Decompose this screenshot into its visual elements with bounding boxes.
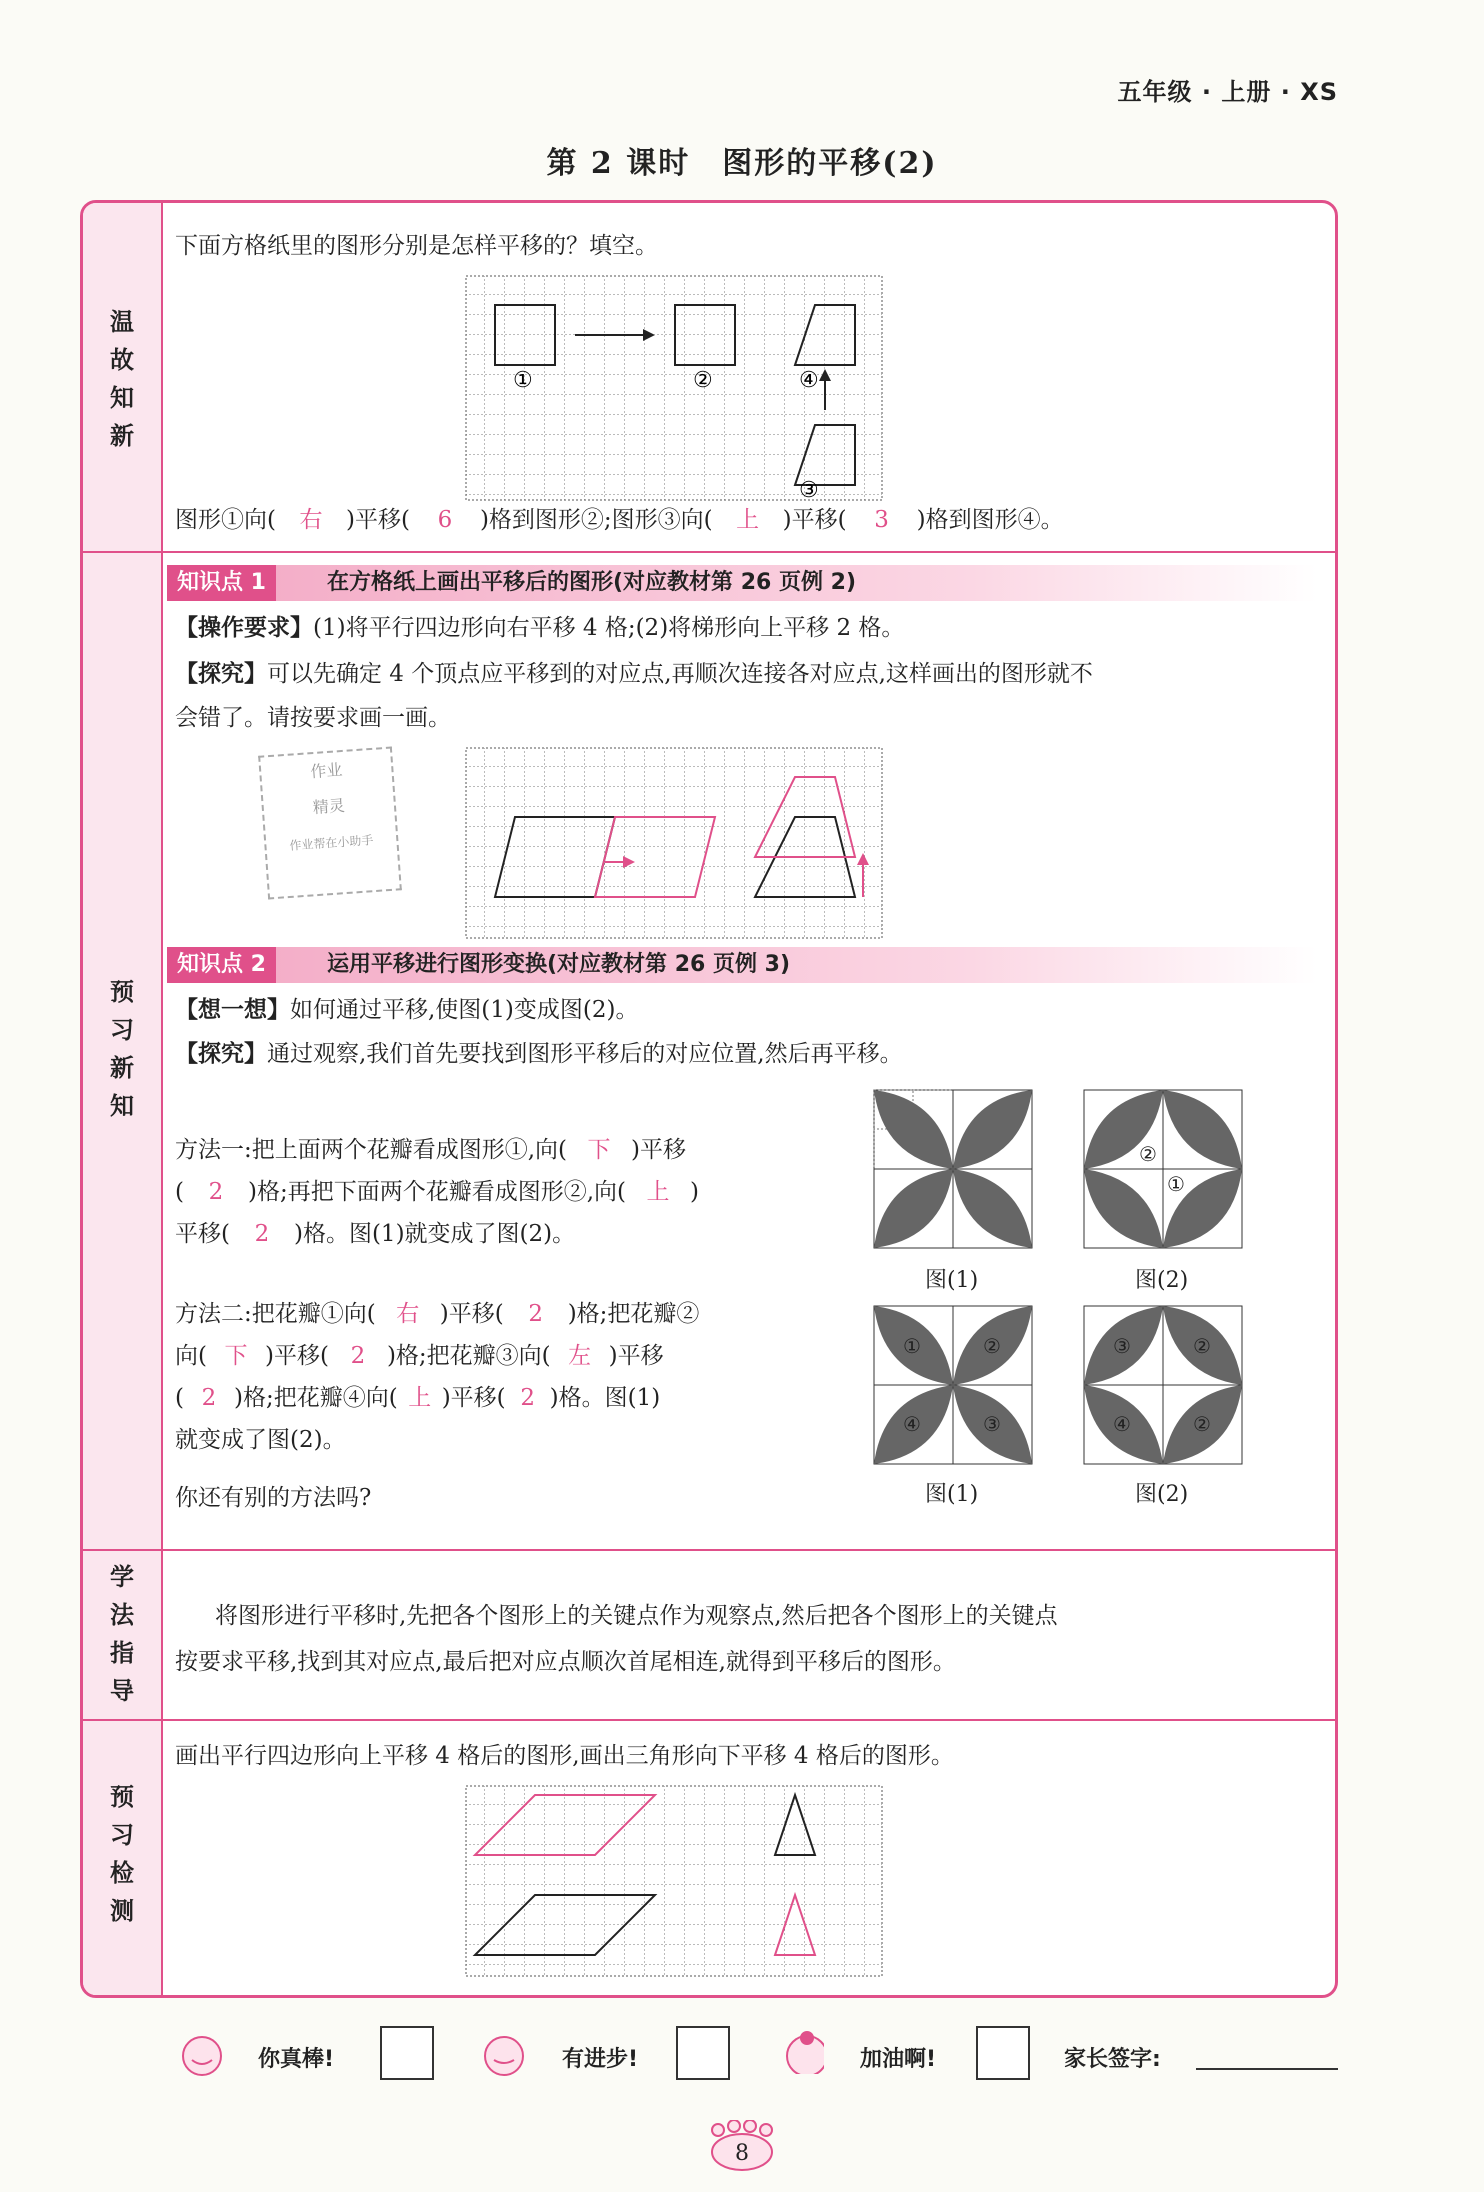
caption-fig1: 图(1)	[925, 1482, 979, 1507]
cheer-checkbox[interactable]	[976, 2026, 1030, 2080]
svg-text:③: ③	[1113, 1334, 1131, 1358]
page-title: 第 2 课时 图形的平移(2)	[546, 146, 938, 181]
svg-text:④: ④	[903, 1412, 921, 1436]
page-number: 8	[735, 2141, 749, 2166]
kp1-explore: 【探究】可以先确定 4 个顶点应平移到的对应点,再顺次连接各对应点,这样画出的图形就不	[175, 660, 1093, 687]
svg-text:④: ④	[1113, 1412, 1131, 1436]
footer-progress-label: 有进步!	[562, 2047, 639, 2072]
footer-cheer-label: 加油啊!	[860, 2047, 937, 2072]
petal-figure-1a	[873, 1089, 1033, 1251]
kp2-think: 【想一想】如何通过平移,使图(1)变成图(2)。	[175, 996, 639, 1023]
kp-badge: 知识点 1	[167, 565, 276, 601]
section-label-check: 预习检测	[110, 1783, 134, 1925]
check-instruction: 画出平行四边形向上平移 4 格后的图形,画出三角形向下平移 4 格后的图形。	[175, 1743, 954, 1769]
fig-label: ①	[513, 368, 533, 393]
kp1-explore-cont: 会错了。请按要求画一画。	[175, 705, 451, 731]
method-two-line3: ( 2 )格;把花瓣④向( 上 )平移( 2 )格。图(1)	[175, 1385, 661, 1411]
kp2-explore: 【探究】通过观察,我们首先要找到图形平移后的对应位置,然后再平移。	[175, 1040, 903, 1067]
method-one-line3: 平移( 2 )格。图(1)就变成了图(2)。	[175, 1221, 576, 1247]
method-two-line4: 就变成了图(2)。	[175, 1427, 346, 1453]
content-frame	[80, 200, 1338, 1998]
svg-text:②: ②	[1139, 1142, 1157, 1166]
other-method-question: 你还有别的方法吗?	[175, 1485, 372, 1511]
svg-text:②: ②	[1193, 1334, 1211, 1358]
review-grid-figure	[465, 275, 883, 501]
section-label-method: 学法指导	[110, 1563, 134, 1705]
kp-title: 运用平移进行图形变换(对应教材第 26 页例 3)	[327, 952, 791, 977]
method-text-line2: 按要求平移,找到其对应点,最后把对应点顺次首尾相连,就得到平移后的图形。	[175, 1649, 956, 1675]
section-label-preview: 预习新知	[110, 978, 134, 1120]
answer: 3	[874, 507, 889, 533]
kp-badge: 知识点 2	[167, 947, 276, 983]
parent-sign-label: 家长签字:	[1064, 2047, 1161, 2072]
answer: 6	[437, 507, 453, 533]
grade-label: 五年级 · 上册 · XS	[1117, 78, 1338, 106]
divider	[83, 1549, 1335, 1551]
divider	[83, 551, 1335, 553]
smiley-icon	[478, 2034, 530, 2078]
method-one-line2: ( 2 )格;再把下面两个花瓣看成图形②,向( 上 )	[175, 1179, 699, 1205]
svg-text:②: ②	[957, 1220, 975, 1244]
method-two-line1: 方法二:把花瓣①向( 右 )平移( 2 )格;把花瓣②	[175, 1301, 700, 1327]
signature-line[interactable]	[1196, 2068, 1338, 2070]
fig-label: ③	[799, 478, 819, 501]
kp-title: 在方格纸上画出平移后的图形(对应教材第 26 页例 2)	[327, 570, 857, 595]
petal-figure-2b	[1083, 1305, 1243, 1467]
method-two-line2: 向( 下 )平移( 2 )格;把花瓣③向( 左 )平移	[175, 1343, 664, 1369]
kp1-grid-figure	[465, 747, 883, 939]
svg-text:①: ①	[903, 1334, 921, 1358]
petal-figure-1b	[1083, 1089, 1243, 1251]
petal-figure-2a	[873, 1305, 1033, 1467]
method-one-line1: 方法一:把上面两个花瓣看成图形①,向( 下 )平移	[175, 1137, 687, 1163]
review-instruction: 下面方格纸里的图形分别是怎样平移的？填空。	[175, 233, 658, 259]
caption-fig1: 图(1)	[925, 1268, 979, 1293]
answer: 右	[299, 507, 323, 533]
great-checkbox[interactable]	[380, 2026, 434, 2080]
cheer-face-icon	[772, 2030, 824, 2074]
answer: 上	[736, 507, 760, 533]
footer-great-label: 你真棒!	[258, 2047, 335, 2072]
fig-label: ④	[799, 368, 819, 393]
svg-text:③: ③	[983, 1412, 1001, 1436]
knowledge-point-1-banner	[167, 565, 1317, 601]
caption-fig2: 图(2)	[1135, 1268, 1189, 1293]
divider	[83, 1719, 1335, 1721]
knowledge-point-2-banner	[167, 947, 1317, 983]
smiley-icon	[176, 2034, 228, 2078]
kp1-requirement: 【操作要求】(1)将平行四边形向右平移 4 格;(2)将梯形向上平移 2 格。	[175, 614, 905, 641]
svg-text:①: ①	[1167, 1172, 1185, 1196]
method-text-line1: 将图形进行平移时,先把各个图形上的关键点作为观察点,然后把各个图形上的关键点	[215, 1603, 1058, 1629]
caption-fig2: 图(2)	[1135, 1482, 1189, 1507]
section-label-review: 温故知新	[110, 308, 134, 450]
review-sentence: 图形①向( 右 )平移( 6 )格到图形②;图形③向( 上 )平移( 3 )格到图形④。	[175, 503, 1064, 537]
watermark-stamp: 作业 精灵 作业帮在小助手	[258, 747, 402, 900]
progress-checkbox[interactable]	[676, 2026, 730, 2080]
svg-text:①: ①	[925, 1094, 943, 1118]
svg-text:②: ②	[983, 1334, 1001, 1358]
svg-text:②: ②	[1193, 1412, 1211, 1436]
page-number-paw	[692, 2120, 792, 2172]
check-grid-figure	[465, 1785, 883, 1977]
fig-label: ②	[693, 368, 713, 393]
